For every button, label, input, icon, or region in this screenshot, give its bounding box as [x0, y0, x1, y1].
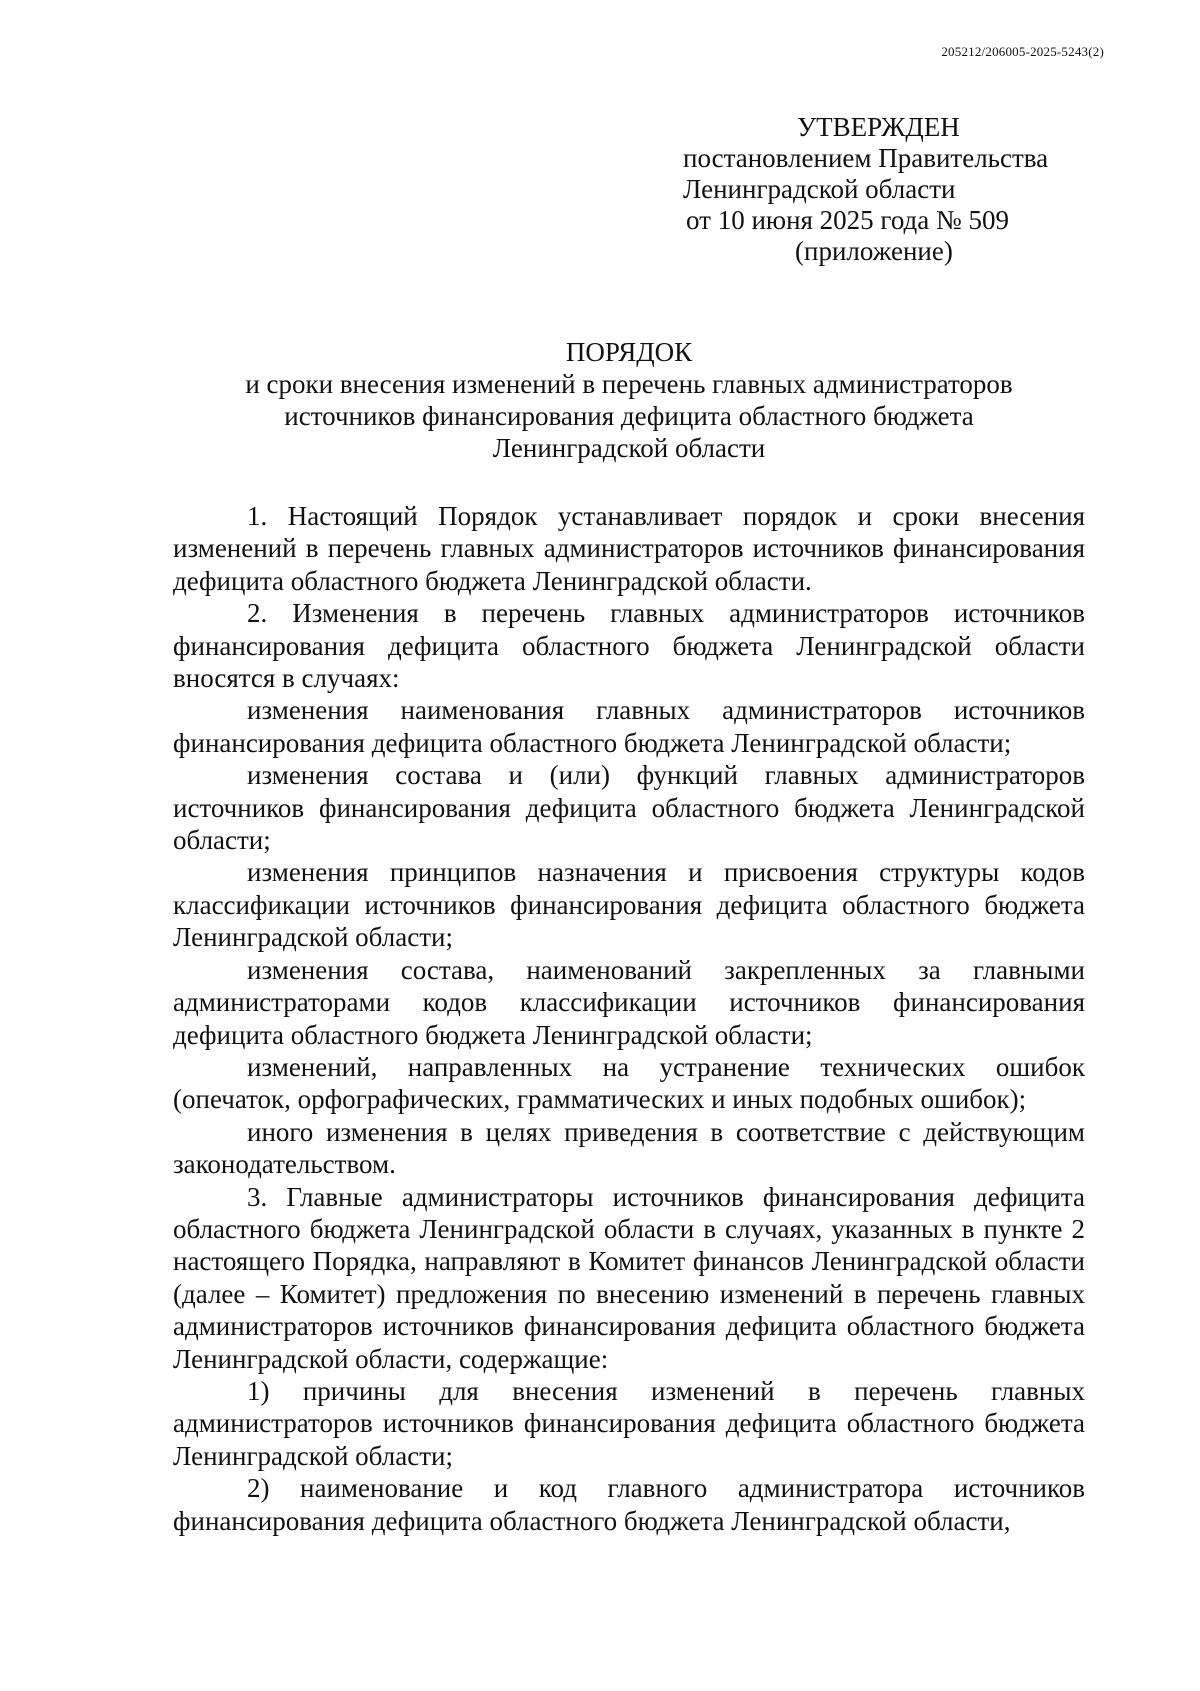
- paragraph-2: 2. Изменения в перечень главных администраторов источников финансирования дефицита областного бюджета Ленинградской области вносятся в случаях:: [173, 598, 1085, 694]
- paragraph-1: 1. Настоящий Порядок устанавливает порядок и сроки внесения изменений в перечень главных администраторов источников финансирования дефицита областного бюджета Ленинградской области.: [173, 501, 1085, 596]
- document-subtitle-line-3: Ленинградской области: [492, 433, 766, 463]
- document-registration-number: 205212/206005-2025-5243(2): [941, 44, 1104, 59]
- document-subtitle-line-1: и сроки внесения изменений в перечень главных администраторов: [245, 369, 1013, 399]
- approval-date-number: от 10 июня 2025 года № 509: [686, 205, 1010, 235]
- subitem-2: 2) наименование и код главного администратора источников финансирования дефицита областного бюджета Ленинградской области,: [173, 1473, 1085, 1536]
- approval-issuer: постановлением Правительства: [683, 143, 1049, 173]
- document-title-block: [173, 336, 1085, 464]
- document-subtitle-line-2: источников финансирования дефицита областного бюджета: [284, 401, 974, 431]
- case-item-3: изменения принципов назначения и присвоения структуры кодов классификации источников финансирования дефицита областного бюджета Ленинградской области;: [173, 857, 1085, 953]
- case-item-2: изменения состава и (или) функций главных администраторов источников финансирования дефицита областного бюджета Ленинградской области;: [173, 760, 1085, 856]
- document-body: [173, 500, 1085, 1537]
- case-item-5: изменений, направленных на устранение технических ошибок (опечаток, орфографических, грамматических и иных подобных ошибок);: [173, 1051, 1085, 1115]
- paragraph-3: 3. Главные администраторы источников финансирования дефицита областного бюджета Ленинградской области в случаях, указанных в пункте 2 настоящего Порядка, направляют в Комитет финансов Ленинградской области (далее – Комитет) предложения по внесению изменений в перечень главных администраторов источников финансирования дефицита областного бюджета Ленинградской области, содержащие:: [173, 1181, 1085, 1374]
- approval-title: УТВЕРЖДЕН: [797, 112, 960, 142]
- case-item-4: изменения состава, наименований закрепленных за главными администраторами кодов классификации источников финансирования дефицита областного бюджета Ленинградской области;: [173, 954, 1085, 1050]
- subitem-1: 1) причины для внесения изменений в перечень главных администраторов источников финансирования дефицита областного бюджета Ленинградской области;: [173, 1375, 1085, 1471]
- approval-region: Ленинградской области: [683, 174, 956, 204]
- approval-stamp: [683, 112, 1048, 267]
- case-item-1: изменения наименования главных администраторов источников финансирования дефицита областного бюджета Ленинградской области;: [173, 695, 1085, 758]
- case-item-6: иного изменения в целях приведения в соответствие с действующим законодательством.: [173, 1116, 1085, 1180]
- document-title: ПОРЯДОК: [565, 337, 693, 367]
- approval-appendix-note: (приложение): [795, 236, 953, 266]
